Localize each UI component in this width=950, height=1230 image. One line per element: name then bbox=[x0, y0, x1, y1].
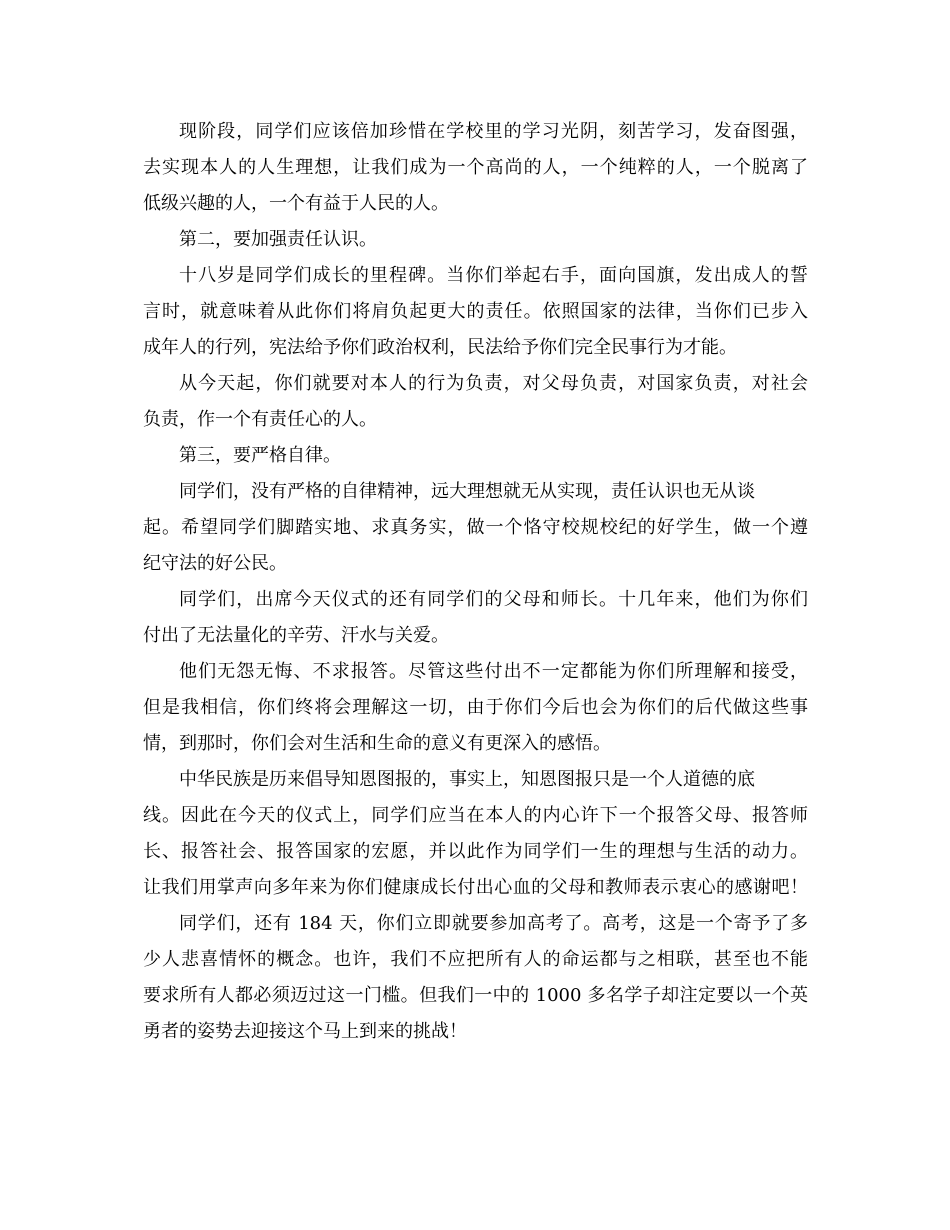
body-text bbox=[143, 114, 808, 1050]
text-line: 要求所有人都必须迈过这一门槛。但我们一中的 1000 多名学子却注定要以一个英 bbox=[143, 985, 808, 1006]
text-line: 付出了无法量化的辛劳、汗水与关爱。 bbox=[143, 625, 449, 646]
text-line: 低级兴趣的人，一个有益于人民的人。 bbox=[143, 193, 449, 214]
text-line: 现阶段，同学们应该倍加珍惜在学校里的学习光阴，刻苦学习，发奋图强， bbox=[179, 121, 808, 142]
text-line: 起。希望同学们脚踏实地、求真务实，做一个恪守校规校纪的好学生，做一个遵 bbox=[143, 517, 808, 538]
text-line: 情，到那时，你们会对生活和生命的意义有更深入的感悟。 bbox=[143, 733, 611, 754]
text-line: 负责，作一个有责任心的人。 bbox=[143, 409, 377, 430]
text-line: 去实现本人的人生理想，让我们成为一个高尚的人，一个纯粹的人，一个脱离了 bbox=[143, 157, 808, 178]
text-line: 从今天起，你们就要对本人的行为负责，对父母负责，对国家负责，对社会 bbox=[179, 373, 808, 394]
text-line: 成年人的行列，宪法给予你们政治权利，民法给予你们完全民事行为才能。 bbox=[143, 337, 737, 358]
text-line: 第二，要加强责任认识。 bbox=[179, 229, 377, 250]
text-line: 线。因此在今天的仪式上，同学们应当在本人的内心许下一个报答父母、报答师 bbox=[143, 805, 808, 826]
text-line: 让我们用掌声向多年来为你们健康成长付出心血的父母和教师表示衷心的感谢吧！ bbox=[143, 877, 808, 898]
text-line: 同学们，还有 184 天，你们立即就要参加高考了。高考，这是一个寄予了多 bbox=[179, 913, 808, 934]
text-line: 勇者的姿势去迎接这个马上到来的挑战！ bbox=[143, 1021, 467, 1042]
text-line: 同学们，出席今天仪式的还有同学们的父母和师长。十几年来，他们为你们 bbox=[179, 589, 808, 610]
text-line: 他们无怨无悔、不求报答。尽管这些付出不一定都能为你们所理解和接受， bbox=[179, 661, 808, 682]
text-line: 同学们，没有严格的自律精神，远大理想就无从实现，责任认识也无从谈 bbox=[179, 481, 755, 502]
text-line: 第三，要严格自律。 bbox=[179, 445, 341, 466]
text-line: 十八岁是同学们成长的里程碑。当你们举起右手，面向国旗，发出成人的誓 bbox=[179, 265, 808, 286]
text-line: 中华民族是历来倡导知恩图报的，事实上，知恩图报只是一个人道德的底 bbox=[179, 769, 755, 790]
text-line: 纪守法的好公民。 bbox=[143, 553, 287, 574]
text-line: 言时，就意味着从此你们将肩负起更大的责任。依照国家的法律，当你们已步入 bbox=[143, 301, 808, 322]
text-line: 少人悲喜情怀的概念。也许，我们不应把所有人的命运都与之相联，甚至也不能 bbox=[143, 949, 808, 970]
text-line: 长、报答社会、报答国家的宏愿，并以此作为同学们一生的理想与生活的动力。 bbox=[143, 841, 808, 862]
text-line: 但是我相信，你们终将会理解这一切，由于你们今后也会为你们的后代做这些事 bbox=[143, 697, 808, 718]
